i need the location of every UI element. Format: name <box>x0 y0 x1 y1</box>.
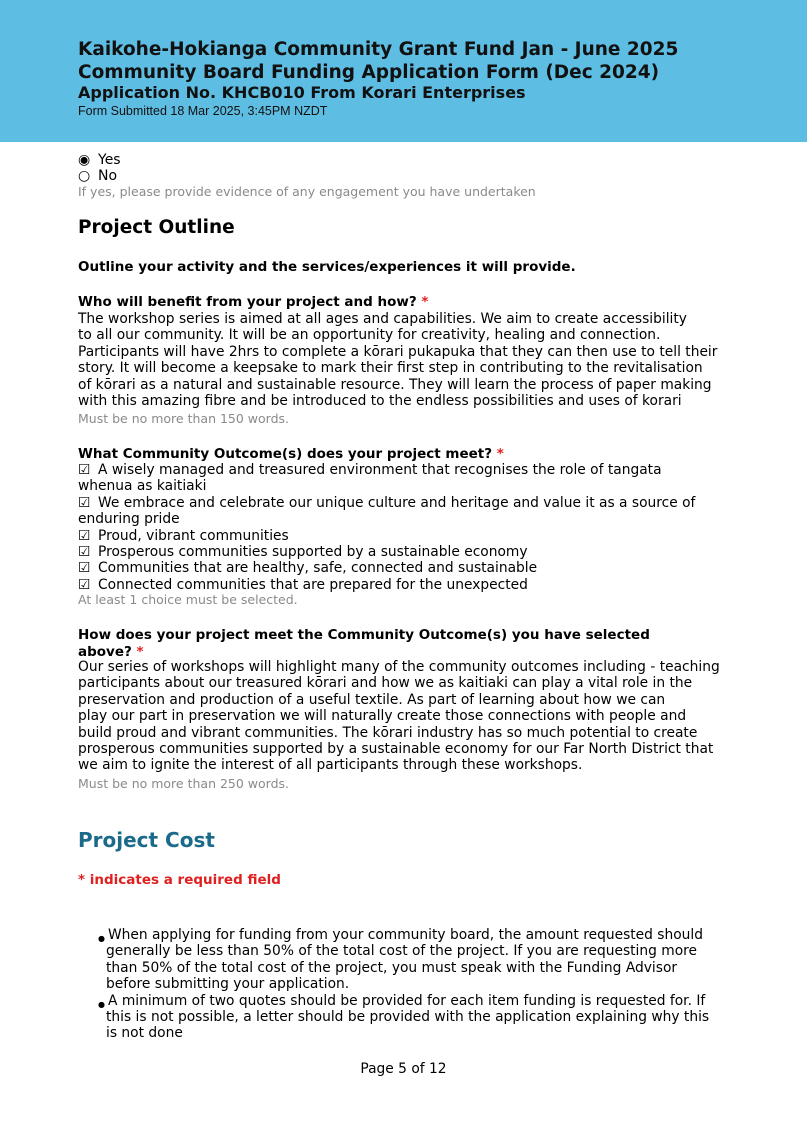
answer-line: The workshop series is aimed at all ages and capabilities. We aim to create accessibility <box>78 311 687 327</box>
header-banner <box>0 0 807 142</box>
bullet-line: before submitting your application. <box>106 976 350 993</box>
outcomes-hint: At least 1 choice must be selected. <box>78 592 298 607</box>
bullet-line: is not done <box>106 1025 183 1042</box>
list-item <box>98 993 718 1042</box>
radio-option-no[interactable] <box>78 168 117 184</box>
benefit-hint: Must be no more than 150 words. <box>78 411 290 426</box>
answer-line: play our part in preservation we will naturally create those connections with people and <box>78 708 687 725</box>
radio-unselected-icon: ○ <box>78 168 91 184</box>
checkbox-checked-icon: ☑ <box>78 544 91 561</box>
radio-selected-icon: ◉ <box>78 152 91 168</box>
answer-line: preservation and production of a useful textile. As part of learning about how we can <box>78 691 666 708</box>
bullet-icon: ● <box>98 999 105 1009</box>
checkbox-option[interactable] <box>78 544 718 560</box>
question-text: Who will benefit from your project and how? <box>78 294 417 310</box>
checkbox-label: A wisely managed and treasured environment that recognises the role of tangata <box>98 462 662 478</box>
form-title-line2: Community Board Funding Application Form (Dec 2024) <box>78 62 660 83</box>
required-field-note: * indicates a required field <box>78 872 281 888</box>
checkbox-option[interactable] <box>78 462 718 495</box>
how-meet-hint: Must be no more than 250 words. <box>78 776 290 791</box>
required-marker: * <box>496 446 504 462</box>
answer-line: prosperous communities supported by a sustainable economy for our Far North District that <box>78 741 714 758</box>
checkbox-label: enduring pride <box>78 511 180 528</box>
radio-option-yes[interactable] <box>78 152 121 168</box>
checkbox-label: Proud, vibrant communities <box>98 527 289 544</box>
checkbox-checked-icon: ☑ <box>78 527 91 544</box>
question-how-meet <box>78 627 650 660</box>
checkbox-option[interactable] <box>78 528 718 544</box>
answer-line: Participants will have 2hrs to complete a kōrari pukapuka that they can then use to tell their <box>78 343 718 360</box>
checkbox-checked-icon: ☑ <box>78 462 91 478</box>
outline-intro: Outline your activity and the services/experiences it will provide. <box>78 259 576 275</box>
radio-label: No <box>98 168 118 184</box>
bullet-line: generally be less than 50% of the total cost of the project. If you are requesting more <box>106 943 698 960</box>
question-text: How does your project meet the Community Outcome(s) you have selected <box>78 627 650 643</box>
answer-line: participants about our treasured kōrari and how we as kaitiaki can play a vital role in the <box>78 675 693 692</box>
answer-line: build proud and vibrant communities. The kōrari industry has so much potential to create <box>78 724 698 741</box>
checkbox-checked-icon: ☑ <box>78 494 91 511</box>
checkbox-label: Communities that are healthy, safe, connected and sustainable <box>98 560 538 577</box>
cost-guidance-list <box>98 927 718 1042</box>
answer-line: story. It will become a keepsake to mark their first step in contributing to the revitalisation <box>78 360 703 377</box>
answer-line: of kōrari as a natural and sustainable resource. They will learn the process of paper making <box>78 376 712 393</box>
bullet-line: A minimum of two quotes should be provided for each item funding is requested for. If <box>108 992 706 1009</box>
bullet-icon: ● <box>98 934 105 943</box>
question-outcomes <box>78 446 504 463</box>
checkbox-label: Connected communities that are prepared for the unexpected <box>98 576 528 593</box>
section-title-project-outline: Project Outline <box>78 217 235 238</box>
answer-benefit <box>78 311 718 409</box>
question-text: above? <box>78 643 132 660</box>
submitted-timestamp: Form Submitted 18 Mar 2025, 3:45PM NZDT <box>78 104 328 118</box>
outcomes-checklist <box>78 462 718 593</box>
answer-line: Our series of workshops will highlight many of the community outcomes including - teaching <box>78 659 720 675</box>
checkbox-label: We embrace and celebrate our unique culture and heritage and value it as a source of <box>98 494 696 511</box>
checkbox-label: Prosperous communities supported by a sustainable economy <box>98 544 528 561</box>
checkbox-option[interactable] <box>78 560 718 576</box>
required-marker: * <box>421 294 429 310</box>
question-text: What Community Outcome(s) does your project meet? <box>78 446 493 462</box>
bullet-line: When applying for funding from your community board, the amount requested should <box>108 927 704 943</box>
bullet-line: this is not possible, a letter should be provided with the application explaining why this <box>106 1009 710 1026</box>
list-item <box>98 927 718 993</box>
answer-how-meet <box>78 659 718 774</box>
checkbox-option[interactable] <box>78 495 718 528</box>
required-marker: * <box>136 643 144 660</box>
question-benefit <box>78 294 428 311</box>
form-title-line1: Kaikohe-Hokianga Community Grant Fund Jan - June 2025 <box>78 39 679 60</box>
section-title-project-cost: Project Cost <box>78 828 215 852</box>
engagement-hint: If yes, please provide evidence of any engagement you have undertaken <box>78 184 536 199</box>
application-number: Application No. KHCB010 From Korari Enterprises <box>78 83 526 102</box>
checkbox-checked-icon: ☑ <box>78 576 91 593</box>
checkbox-checked-icon: ☑ <box>78 560 91 577</box>
answer-line: to all our community. It will be an opportunity for creativity, healing and connection. <box>78 327 661 344</box>
answer-line: we aim to ignite the interest of all participants through these workshops. <box>78 757 583 774</box>
answer-line: with this amazing fibre and be introduced to the endless possibilities and uses of korari <box>78 393 682 410</box>
bullet-line: than 50% of the total cost of the project, you must speak with the Funding Advisor <box>106 959 678 976</box>
page-number: Page 5 of 12 <box>360 1061 447 1077</box>
checkbox-option[interactable] <box>78 577 718 593</box>
checkbox-label: whenua as kaitiaki <box>78 478 207 495</box>
radio-label: Yes <box>98 152 121 168</box>
